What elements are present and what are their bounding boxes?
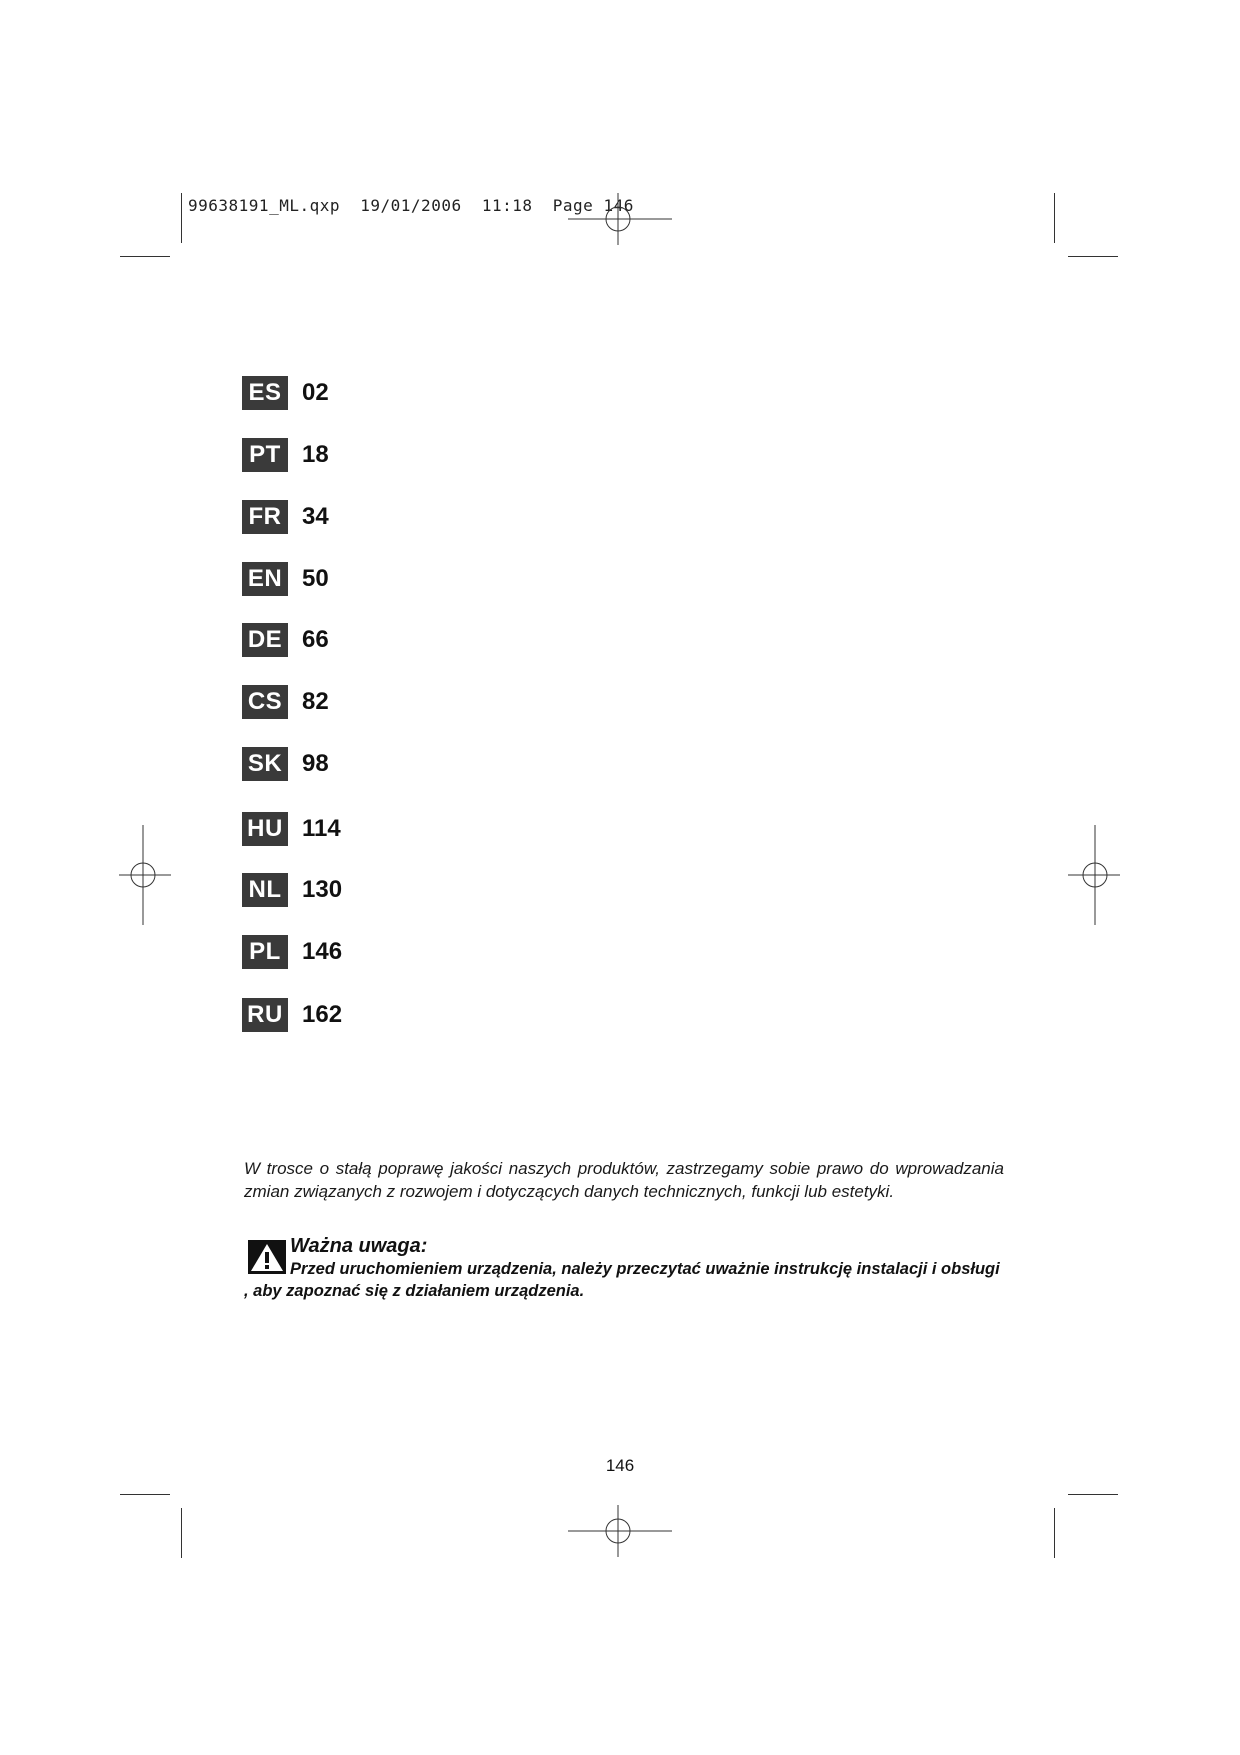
language-code-badge: RU: [242, 998, 288, 1032]
language-code-badge: FR: [242, 500, 288, 534]
crop-mark: [120, 1494, 170, 1495]
language-code-badge: PL: [242, 935, 288, 969]
page-reference: 130: [302, 876, 343, 903]
page-reference: 66: [302, 626, 329, 653]
registration-mark-icon: [568, 193, 672, 245]
language-code-badge: HU: [242, 812, 288, 846]
language-code-badge: NL: [242, 873, 288, 907]
toc-row-pl[interactable]: [242, 935, 342, 969]
toc-row-ru[interactable]: [242, 998, 342, 1032]
language-code-badge: ES: [242, 376, 288, 410]
page-reference: 50: [302, 565, 329, 592]
registration-mark-icon: [119, 825, 171, 925]
toc-row-fr[interactable]: [242, 500, 329, 534]
notice-text: Przed uruchomieniem urządzenia, należy przeczytać uważnie instrukcję instalacji i obsługi , aby zapoznać się z działaniem urządzenia.: [244, 1260, 1000, 1300]
crop-mark: [1054, 1508, 1055, 1558]
page-reference: 02: [302, 379, 329, 406]
page-reference: 98: [302, 750, 329, 777]
language-code-badge: CS: [242, 685, 288, 719]
page-reference: 34: [302, 503, 329, 530]
page-reference: 18: [302, 441, 329, 468]
warning-triangle-icon: [248, 1240, 286, 1274]
toc-row-pt[interactable]: [242, 438, 329, 472]
toc-row-de[interactable]: [242, 623, 329, 657]
toc-row-sk[interactable]: [242, 747, 329, 781]
page-reference: 146: [302, 938, 343, 965]
disclaimer-paragraph: W trosce o stałą poprawę jakości naszych produktów, zastrzegamy sobie prawo do wprowadzania zmian związanych z rozwojem i dotyczących danych technicznych, funkcji lub estetyki.: [244, 1159, 1004, 1201]
page-reference: 162: [302, 1001, 343, 1028]
language-code-badge: DE: [242, 623, 288, 657]
crop-mark: [181, 193, 182, 243]
toc-row-es[interactable]: [242, 376, 329, 410]
crop-mark: [1068, 1494, 1118, 1495]
toc-row-en[interactable]: [242, 562, 329, 596]
language-code-badge: SK: [242, 747, 288, 781]
page-number: 146: [605, 1456, 635, 1475]
registration-mark-icon: [1068, 825, 1120, 925]
page-reference: 82: [302, 688, 329, 715]
crop-mark: [1054, 193, 1055, 243]
page-reference: 114: [302, 815, 341, 842]
toc-row-hu[interactable]: [242, 812, 341, 846]
language-code-badge: EN: [242, 562, 288, 596]
crop-mark: [181, 1508, 182, 1558]
file-slug: 99638191_ML.qxp 19/01/2006 11:18 Page 146: [188, 196, 634, 215]
toc-row-cs[interactable]: [242, 685, 329, 719]
toc-row-nl[interactable]: [242, 873, 342, 907]
crop-mark: [1068, 256, 1118, 257]
registration-mark-icon: [568, 1505, 672, 1557]
language-code-badge: PT: [242, 438, 288, 472]
crop-mark: [120, 256, 170, 257]
important-notice: [244, 1234, 1004, 1302]
notice-title: Ważna uwaga:: [290, 1235, 428, 1257]
